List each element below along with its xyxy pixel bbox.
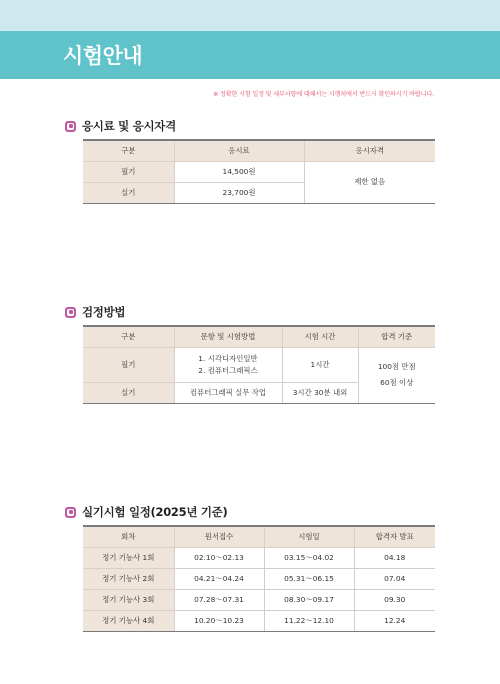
method-written-subjects	[174, 347, 282, 382]
section-title-schedule-text: 실기시험 일정(2025년 기준)	[82, 505, 228, 519]
method-pass-line-2: 60점 이상	[380, 378, 414, 387]
method-pass-line-1: 100점 만점	[377, 362, 416, 371]
page-title: 시험안내	[63, 44, 143, 68]
fee-row-amount: 23,700원	[174, 182, 304, 203]
table-row	[83, 610, 435, 631]
method-pass-criteria	[358, 347, 435, 403]
section-title-method-text: 검정방법	[82, 305, 126, 319]
fee-row-type: 필기	[83, 161, 174, 182]
schedule-round: 정기 기능사 3회	[83, 589, 174, 610]
section-bullet-icon	[65, 507, 76, 518]
fee-header-qualification: 응시자격	[304, 140, 435, 161]
fee-row-type: 실기	[83, 182, 174, 203]
method-written-subject-1: 1. 시각디자인일반	[198, 353, 258, 363]
schedule-application: 04.21～04.24	[174, 568, 264, 589]
section-title-schedule	[65, 504, 227, 520]
method-written-time: 1시간	[282, 347, 358, 382]
section-bullet-icon	[65, 307, 76, 318]
table-row	[83, 547, 435, 568]
table-row	[83, 161, 435, 182]
method-header-pass: 합격 기준	[358, 326, 435, 347]
notice-text: ※ 정확한 시험 일정 및 세부사항에 대해서는 시행처에서 반드시 확인하시기 바랍니다.	[213, 91, 434, 98]
method-header-method: 문항 및 시험방법	[174, 326, 282, 347]
section-title-method	[65, 304, 125, 320]
fee-header-type: 구분	[83, 140, 174, 161]
fee-header-fee: 응시료	[174, 140, 304, 161]
table-row	[83, 589, 435, 610]
method-header-time: 시험 시간	[282, 326, 358, 347]
section-bullet-icon	[65, 121, 76, 132]
schedule-exam: 03.15～04.02	[264, 547, 354, 568]
header-top-strip	[0, 0, 500, 31]
table-row	[83, 347, 435, 382]
schedule-result: 07.04	[354, 568, 435, 589]
fee-qualification: 제한 없음	[304, 161, 435, 203]
section-title-fee-text: 응시료 및 응시자격	[82, 119, 176, 133]
method-practical-time: 3시간 30분 내외	[282, 382, 358, 403]
section-title-fee	[65, 118, 176, 134]
schedule-result: 09.30	[354, 589, 435, 610]
method-written-type: 필기	[83, 347, 174, 382]
schedule-header-result: 합격자 발표	[354, 526, 435, 547]
schedule-application: 10.20～10.23	[174, 610, 264, 631]
schedule-round: 정기 기능사 1회	[83, 547, 174, 568]
schedule-result: 04.18	[354, 547, 435, 568]
method-table	[83, 325, 435, 404]
method-practical-method: 컴퓨터그래픽 실무 작업	[174, 382, 282, 403]
fee-row-amount: 14,500원	[174, 161, 304, 182]
schedule-result: 12.24	[354, 610, 435, 631]
schedule-header-application: 원서접수	[174, 526, 264, 547]
schedule-header-exam: 시험일	[264, 526, 354, 547]
fee-table	[83, 139, 435, 204]
schedule-header-round: 회차	[83, 526, 174, 547]
method-header-type: 구분	[83, 326, 174, 347]
schedule-table	[83, 525, 435, 632]
table-row	[83, 568, 435, 589]
schedule-application: 07.28～07.31	[174, 589, 264, 610]
schedule-round: 정기 기능사 2회	[83, 568, 174, 589]
schedule-round: 정기 기능사 4회	[83, 610, 174, 631]
schedule-exam: 08.30～09.17	[264, 589, 354, 610]
schedule-application: 02.10～02.13	[174, 547, 264, 568]
method-written-subject-2: 2. 컴퓨터그래픽스	[198, 365, 258, 375]
schedule-exam: 11.22～12.10	[264, 610, 354, 631]
schedule-exam: 05.31～06.15	[264, 568, 354, 589]
method-practical-type: 실기	[83, 382, 174, 403]
